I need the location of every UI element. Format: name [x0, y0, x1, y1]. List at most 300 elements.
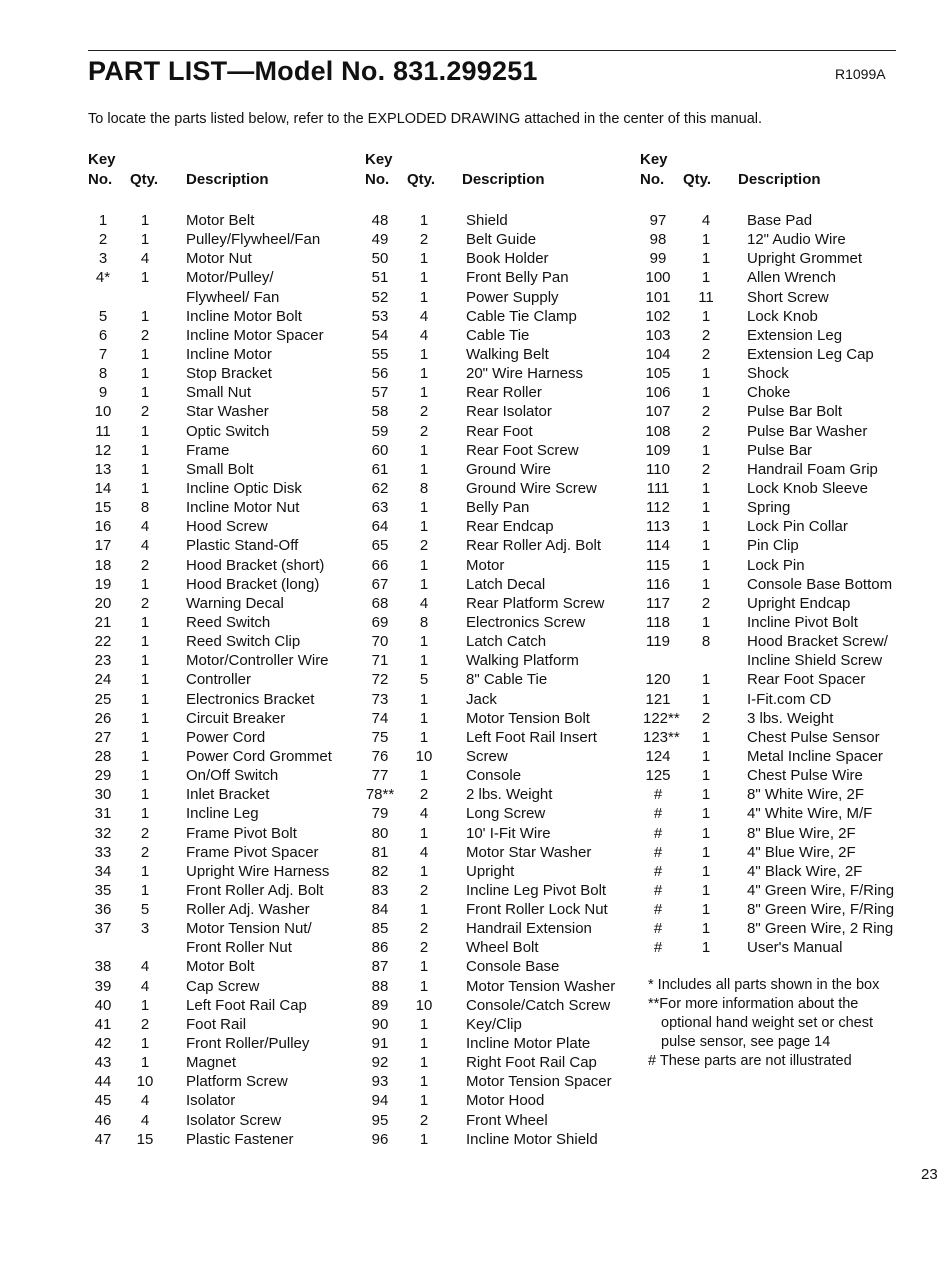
part-row: [365, 249, 635, 268]
part-key: 72: [371, 671, 389, 689]
part-description: Inlet Bracket: [186, 786, 270, 804]
part-key: 97: [649, 212, 667, 229]
part-description: Pin Clip: [747, 537, 799, 555]
parts-column-2: [365, 150, 635, 1150]
part-description: Star Washer: [186, 403, 269, 421]
part-row: [640, 938, 910, 957]
part-key: 81: [371, 843, 389, 861]
part-description: Rear Roller: [466, 384, 542, 402]
part-row: [88, 900, 358, 919]
part-qty: 2: [419, 1111, 429, 1129]
part-description: Lock Pin: [747, 556, 805, 574]
part-row: [365, 383, 635, 402]
part-qty: 1: [140, 1035, 150, 1053]
part-row: [88, 422, 358, 441]
part-qty: 2: [419, 920, 429, 938]
part-row: [88, 575, 358, 594]
part-row: [365, 575, 635, 594]
part-key: 16: [94, 518, 112, 536]
part-key: 69: [371, 613, 389, 631]
part-key: 49: [371, 231, 389, 249]
part-key: 73: [371, 690, 389, 708]
part-qty: 1: [701, 613, 711, 631]
part-key: 107: [645, 403, 671, 421]
part-row: [88, 1034, 358, 1053]
part-row: [365, 556, 635, 575]
part-row: [365, 996, 635, 1015]
part-description: Cable Tie Clamp: [466, 307, 577, 325]
part-key: 26: [94, 709, 112, 727]
part-row: [88, 709, 358, 728]
part-key: 55: [371, 345, 389, 363]
part-qty: 1: [140, 479, 150, 497]
part-qty: 8: [419, 613, 429, 631]
part-qty: 1: [419, 1073, 429, 1091]
part-key: 82: [371, 862, 389, 880]
part-row: [365, 1130, 635, 1149]
part-qty: 1: [140, 231, 150, 249]
part-key: 74: [371, 709, 389, 727]
part-description: Motor: [466, 556, 505, 574]
part-row: [640, 881, 910, 900]
part-description: Reed Switch Clip: [186, 633, 301, 651]
part-key: 70: [371, 633, 389, 651]
part-key: 111: [646, 479, 670, 497]
part-row: [88, 441, 358, 460]
part-key: 113: [646, 518, 670, 536]
part-description: 4" White Wire, M/F: [747, 805, 873, 823]
part-row: [88, 498, 358, 517]
part-qty: 1: [419, 709, 429, 727]
part-key: 47: [94, 1130, 112, 1148]
part-key: 115: [646, 556, 670, 574]
part-description: Stop Bracket: [186, 365, 272, 383]
part-key: 98: [649, 231, 667, 249]
part-key: 84: [371, 901, 389, 919]
part-key: 8: [98, 365, 108, 383]
part-row: [88, 977, 358, 996]
part-key: 86: [371, 939, 389, 957]
part-qty: 1: [419, 556, 429, 574]
part-row: [365, 441, 635, 460]
part-description: Left Foot Rail Cap: [186, 996, 307, 1014]
part-row: [88, 938, 358, 957]
part-qty: 2: [140, 843, 150, 861]
part-key: 68: [371, 594, 389, 612]
part-description: Lock Knob Sleeve: [747, 479, 868, 497]
footnote-not-illustrated: # These parts are not illustrated: [648, 1053, 852, 1069]
part-description: Incline Leg Pivot Bolt: [466, 881, 607, 899]
part-qty: 2: [140, 824, 150, 842]
part-description: Rear Endcap: [466, 518, 554, 536]
part-key: 93: [371, 1073, 389, 1091]
part-description: Circuit Breaker: [186, 709, 286, 727]
part-qty: 1: [140, 862, 150, 880]
part-key: 110: [646, 460, 670, 478]
part-description: 4" Black Wire, 2F: [747, 862, 863, 880]
part-qty: 2: [701, 709, 711, 727]
part-qty: 10: [415, 747, 433, 765]
part-key: 116: [646, 575, 670, 593]
part-qty: 1: [701, 556, 711, 574]
part-description: Optic Switch: [186, 422, 270, 440]
part-qty: 4: [140, 1111, 150, 1129]
part-description: Spring: [747, 499, 791, 517]
part-key: 117: [646, 594, 670, 612]
part-key: 120: [645, 671, 671, 689]
part-row: [88, 307, 358, 326]
part-row: [640, 211, 910, 230]
part-row: [640, 919, 910, 938]
part-description: Incline Motor Plate: [466, 1035, 591, 1053]
part-row: [88, 556, 358, 575]
part-row: [88, 288, 358, 307]
part-qty: 4: [419, 843, 429, 861]
part-row: [365, 1091, 635, 1110]
part-qty: 1: [140, 422, 150, 440]
part-qty: 1: [701, 384, 711, 402]
part-key: 33: [94, 843, 112, 861]
part-qty: 1: [419, 250, 429, 268]
part-row: [365, 211, 635, 230]
part-qty: 5: [140, 901, 150, 919]
part-qty: 1: [701, 920, 711, 938]
part-description: Plastic Stand-Off: [186, 537, 299, 555]
part-key: 114: [646, 537, 670, 555]
part-key: 30: [94, 786, 112, 804]
part-qty: 1: [701, 862, 711, 880]
part-row: [640, 670, 910, 689]
page-title: PART LIST—Model No. 831.299251: [88, 56, 538, 86]
part-key: 4*: [95, 269, 111, 287]
part-description: Front Belly Pan: [466, 269, 569, 287]
part-qty: 1: [419, 958, 429, 976]
part-description: Magnet: [186, 1054, 237, 1072]
part-key: 13: [94, 460, 112, 478]
part-key: 39: [94, 977, 112, 995]
part-key: 41: [94, 1015, 112, 1033]
part-description: Rear Roller Adj. Bolt: [466, 537, 602, 555]
part-row: [88, 1091, 358, 1110]
part-qty: 1: [140, 786, 150, 804]
part-key: 31: [94, 805, 112, 823]
part-row: [365, 268, 635, 287]
part-key: 100: [645, 269, 671, 287]
part-description: Hood Bracket (short): [186, 556, 325, 574]
part-qty: 1: [419, 345, 429, 363]
part-key: 25: [94, 690, 112, 708]
part-key: 57: [371, 384, 389, 402]
part-key: 17: [94, 537, 112, 555]
part-qty: 1: [140, 613, 150, 631]
part-description: Rear Foot Spacer: [747, 671, 866, 689]
part-qty: 1: [140, 345, 150, 363]
part-qty: 8: [140, 499, 150, 517]
footnote-optional: **For more information about the optional hand weight set or chest pulse sensor, see page 14: [648, 996, 873, 1050]
description-header: Description: [462, 171, 545, 188]
part-qty: 1: [701, 671, 711, 689]
part-description: Incline Motor Nut: [186, 499, 300, 517]
part-qty: 1: [701, 518, 711, 536]
part-row: [88, 460, 358, 479]
part-key: 121: [645, 690, 671, 708]
part-key: 12: [94, 441, 112, 459]
part-row: [640, 288, 910, 307]
part-row: [640, 383, 910, 402]
part-qty: 2: [701, 460, 711, 478]
part-description: Small Bolt: [186, 460, 254, 478]
part-qty: 1: [419, 1015, 429, 1033]
part-row: [88, 613, 358, 632]
part-qty: 4: [140, 518, 150, 536]
part-row: [365, 613, 635, 632]
part-key: 24: [94, 671, 112, 689]
part-row: [365, 1053, 635, 1072]
part-description: Frame Pivot Bolt: [186, 824, 297, 842]
part-row: [88, 747, 358, 766]
part-qty: 1: [419, 690, 429, 708]
part-qty: 1: [140, 460, 150, 478]
part-description: Upright Wire Harness: [186, 862, 330, 880]
part-description: 12" Audio Wire: [747, 231, 846, 249]
part-qty: 1: [140, 805, 150, 823]
part-qty: 1: [140, 881, 150, 899]
part-key: 62: [371, 479, 389, 497]
part-row: [365, 862, 635, 881]
part-description: Hood Screw: [186, 518, 268, 536]
part-row: [88, 479, 358, 498]
part-row: [365, 919, 635, 938]
part-description: Foot Rail: [186, 1015, 247, 1033]
part-row: [365, 479, 635, 498]
part-row: [640, 575, 910, 594]
part-description: Shock: [747, 365, 789, 383]
part-key: 53: [371, 307, 389, 325]
part-description: User's Manual: [747, 939, 843, 957]
part-row: [640, 651, 910, 670]
part-row: [365, 1072, 635, 1091]
part-row: [640, 326, 910, 345]
part-qty: 4: [419, 594, 429, 612]
part-qty: 2: [701, 345, 711, 363]
part-description: Motor Tension Nut/: [186, 920, 312, 938]
part-row: [365, 843, 635, 862]
part-qty: 15: [136, 1130, 154, 1148]
part-row: [640, 728, 910, 747]
part-row: [640, 230, 910, 249]
part-row: [640, 536, 910, 555]
part-row: [88, 517, 358, 536]
part-row: [365, 881, 635, 900]
part-row: [88, 402, 358, 421]
part-row: [640, 441, 910, 460]
part-description: Motor Tension Washer: [466, 977, 616, 995]
part-key: 123**: [643, 728, 680, 746]
part-description: Incline Shield Screw: [747, 652, 883, 670]
part-key: 102: [645, 307, 671, 325]
part-key: 85: [371, 920, 389, 938]
part-key: 35: [94, 881, 112, 899]
part-description: Motor/Controller Wire: [186, 652, 329, 670]
part-row: [88, 862, 358, 881]
part-row: [640, 307, 910, 326]
part-qty: 11: [698, 288, 714, 306]
part-row: [88, 651, 358, 670]
part-row: [88, 1053, 358, 1072]
part-key: 42: [94, 1035, 112, 1053]
part-key: 59: [371, 422, 389, 440]
part-qty: 1: [419, 269, 429, 287]
part-key: 87: [371, 958, 389, 976]
part-qty: 1: [701, 939, 711, 957]
part-qty: 1: [701, 499, 711, 517]
part-qty: 1: [140, 671, 150, 689]
part-row: [365, 498, 635, 517]
part-qty: 2: [701, 422, 711, 440]
part-row: [88, 1130, 358, 1149]
part-description: Small Nut: [186, 384, 252, 402]
part-description: Controller: [186, 671, 252, 689]
part-row: [365, 594, 635, 613]
part-description: Ground Wire: [466, 460, 552, 478]
part-row: [88, 1015, 358, 1034]
part-qty: 1: [140, 767, 150, 785]
part-qty: 1: [140, 747, 150, 765]
part-description: Motor Star Washer: [466, 843, 592, 861]
part-row: [365, 785, 635, 804]
part-key: 67: [371, 575, 389, 593]
part-row: [88, 996, 358, 1015]
part-description: Pulse Bar: [747, 441, 813, 459]
part-row: [365, 517, 635, 536]
part-key: 99: [649, 250, 667, 268]
key-header: Key: [640, 151, 668, 168]
part-description: Roller Adj. Washer: [186, 901, 310, 919]
part-row: [640, 460, 910, 479]
part-row: [365, 938, 635, 957]
part-qty: 1: [419, 1092, 429, 1110]
part-qty: 1: [140, 690, 150, 708]
part-description: Extension Leg Cap: [747, 345, 874, 363]
part-description: 3 lbs. Weight: [747, 709, 834, 727]
part-description: Upright: [466, 862, 515, 880]
part-row: [365, 632, 635, 651]
part-qty: 5: [419, 671, 429, 689]
part-description: Ground Wire Screw: [466, 479, 597, 497]
part-row: [640, 268, 910, 287]
part-qty: 1: [701, 805, 711, 823]
part-description: Extension Leg: [747, 326, 843, 344]
part-row: [88, 881, 358, 900]
qty-header: Qty.: [407, 171, 436, 188]
part-description: Allen Wrench: [747, 269, 836, 287]
part-key: #: [653, 805, 663, 823]
part-key: 104: [645, 345, 671, 363]
part-description: Motor Belt: [186, 212, 255, 229]
part-description: Motor Tension Bolt: [466, 709, 590, 727]
part-key: 76: [371, 747, 389, 765]
part-qty: 2: [140, 556, 150, 574]
part-key: 63: [371, 499, 389, 517]
part-description: Key/Clip: [466, 1015, 522, 1033]
part-qty: 2: [419, 537, 429, 555]
part-description: Shield: [466, 212, 508, 229]
part-description: Latch Catch: [466, 633, 547, 651]
part-key: #: [653, 939, 663, 957]
part-description: Console Base: [466, 958, 560, 976]
part-row: [88, 785, 358, 804]
part-qty: 3: [140, 920, 150, 938]
part-row: [88, 345, 358, 364]
part-description: 2 lbs. Weight: [466, 786, 553, 804]
part-description: Base Pad: [747, 212, 813, 229]
part-qty: 1: [701, 786, 711, 804]
part-qty: 1: [701, 728, 711, 746]
part-qty: 1: [140, 633, 150, 651]
part-key: 50: [371, 250, 389, 268]
part-row: [88, 804, 358, 823]
part-qty: 1: [419, 1054, 429, 1072]
no-header: No.: [88, 171, 113, 188]
part-qty: 1: [701, 269, 711, 287]
part-description: Front Roller Adj. Bolt: [186, 881, 324, 899]
part-qty: 1: [419, 862, 429, 880]
part-row: [640, 766, 910, 785]
part-description: Cap Screw: [186, 977, 260, 995]
part-key: 9: [98, 384, 108, 402]
parts-column-1: [88, 150, 358, 1150]
part-key: 96: [371, 1130, 389, 1148]
part-row: [88, 766, 358, 785]
part-key: 78**: [365, 786, 395, 804]
part-row: [640, 709, 910, 728]
part-description: Front Roller Lock Nut: [466, 901, 608, 919]
part-key: 58: [371, 403, 389, 421]
part-qty: 1: [701, 537, 711, 555]
part-description: Book Holder: [466, 250, 549, 268]
part-description: Right Foot Rail Cap: [466, 1054, 597, 1072]
part-key: 122**: [643, 709, 680, 727]
part-description: Belt Guide: [466, 231, 537, 249]
part-qty: 1: [419, 499, 429, 517]
part-description: Flywheel/ Fan: [186, 288, 280, 306]
part-qty: 1: [419, 1035, 429, 1053]
part-qty: 1: [701, 747, 711, 765]
description-header: Description: [186, 171, 269, 188]
part-row: [88, 690, 358, 709]
part-description: Upright Endcap: [747, 594, 851, 612]
part-description: Latch Decal: [466, 575, 546, 593]
part-row: [640, 556, 910, 575]
part-key: 88: [371, 977, 389, 995]
part-key: 83: [371, 881, 389, 899]
part-qty: 8: [701, 633, 711, 651]
part-description: Incline Motor: [186, 345, 272, 363]
part-description: Incline Motor Shield: [466, 1130, 598, 1148]
part-key: 109: [645, 441, 671, 459]
part-row: [365, 422, 635, 441]
part-description: Power Cord Grommet: [186, 747, 332, 765]
part-row: [365, 288, 635, 307]
part-description: Screw: [466, 747, 508, 765]
part-key: 11: [95, 422, 111, 440]
part-row: [88, 728, 358, 747]
part-qty: 2: [701, 403, 711, 421]
part-key: 54: [371, 326, 389, 344]
part-row: [640, 843, 910, 862]
part-description: 8" Cable Tie: [466, 671, 548, 689]
part-row: [365, 1034, 635, 1053]
